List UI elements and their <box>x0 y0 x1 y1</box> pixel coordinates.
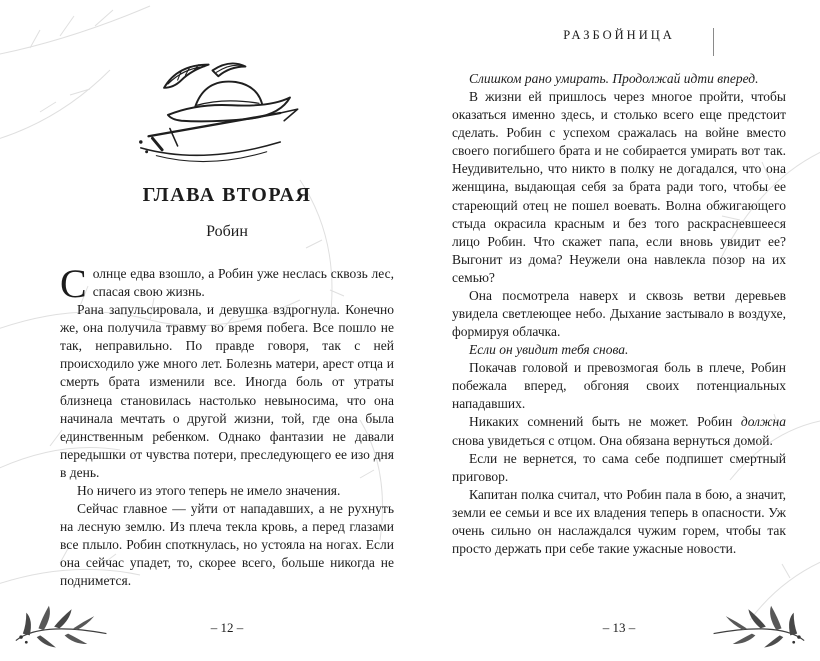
chapter-subtitle: Робин <box>206 223 248 240</box>
paragraph-text: снова увидеться с отцом. Она обязана вернуться домой. <box>452 432 773 448</box>
running-header: РАЗБОЙНИЦА <box>563 28 675 42</box>
paragraph <box>60 261 394 306</box>
page-number-right: – 13 – <box>602 620 636 635</box>
right-page <box>452 28 786 614</box>
drop-cap: С <box>60 261 87 306</box>
paragraph: Она посмотрела наверх и сквозь ветви деревьев увидела светлеющее небо. Дыхание застывало в воздухе, формируя облачка. <box>452 287 786 340</box>
header-rule <box>713 28 714 56</box>
paragraph: Если он увидит тебя снова. <box>469 342 629 358</box>
paragraph: Слишком рано умирать. Продолжай идти вперед. <box>469 71 759 86</box>
feathered-hat-dagger-icon <box>135 54 319 172</box>
chapter-title: ГЛАВА ВТОРАЯ <box>142 184 312 206</box>
paragraph: Но ничего из этого теперь не имело значения. <box>77 482 341 498</box>
paragraph: Покачав головой и превозмогая боль в плече, Робин побежала вперед, обгоняя своих потенциальных нападавших. <box>452 360 786 412</box>
opening-text: олнце едва взошло, а Робин уже неслась сквозь лес, спасая свою жизнь. <box>92 266 394 300</box>
right-page-body <box>452 70 786 558</box>
chapter-illustration <box>135 54 319 172</box>
paragraph: В жизни ей пришлось через многое пройти, чтобы оказаться именно здесь, и столько всего еще предстоит сделать. Робин с успехом сражалась на войне вместо своего погибшего брата и не собирается умирать вот так. Неудивительно, что никто в полку не догадался, что она женщина, выдающая себя за брата ради того, чтобы ее стареющий отец не пошел воевать. Волна обжигающего стыда окрасила красным и без того раскрасневшееся лицо Робин. Что скажет папа, если вновь увидит ее? Выгонит из дома? Неужели она навлекла позор на их семью? <box>452 89 786 285</box>
left-page <box>60 54 394 616</box>
paragraph: Капитан полка считал, что Робин пала в бою, а значит, земли ее семьи и все их владения теперь в опасности. Уж очень сильно он наслаждался чужим горем, чтобы так просто держать при себе такие ужасные новости. <box>452 486 786 557</box>
paragraph: Сейчас главное — уйти от нападавших, а не рухнуть на лесную землю. Из плеча текла кровь, а перед глазами все плыло. Робин споткнулась, но устояла на ногах. Если она сейчас упадет, то, скорее всего, больше никогда не поднимется. <box>60 501 394 589</box>
paragraph-text: Никаких сомнений быть не может. Робин <box>469 414 741 430</box>
paragraph <box>452 413 786 449</box>
running-header-row <box>452 28 786 46</box>
paragraph-emphasis: должна <box>740 414 786 430</box>
paragraph: Если не вернется, то сама себе подпишет смертный приговор. <box>452 450 786 484</box>
page-number-left: – 12 – <box>210 620 244 635</box>
left-page-body <box>60 261 394 590</box>
paragraph: Рана запульсировала, и девушка вздрогнула. Конечно же, она получила травму во время побега. Все пошло не так, неправильно. По правде говоря, так с ней происходило уже много лет. Болезнь матери, арест отца и смерть брата изменили все. Иногда боль от утраты близнеца становилась настолько невыносима, что она начинала мечтать о другой жизни, той, где она была единственным ребенком. Однако фантазии не давали передышки от чувства потери, преследующего ее изо дня в день. <box>60 302 394 480</box>
